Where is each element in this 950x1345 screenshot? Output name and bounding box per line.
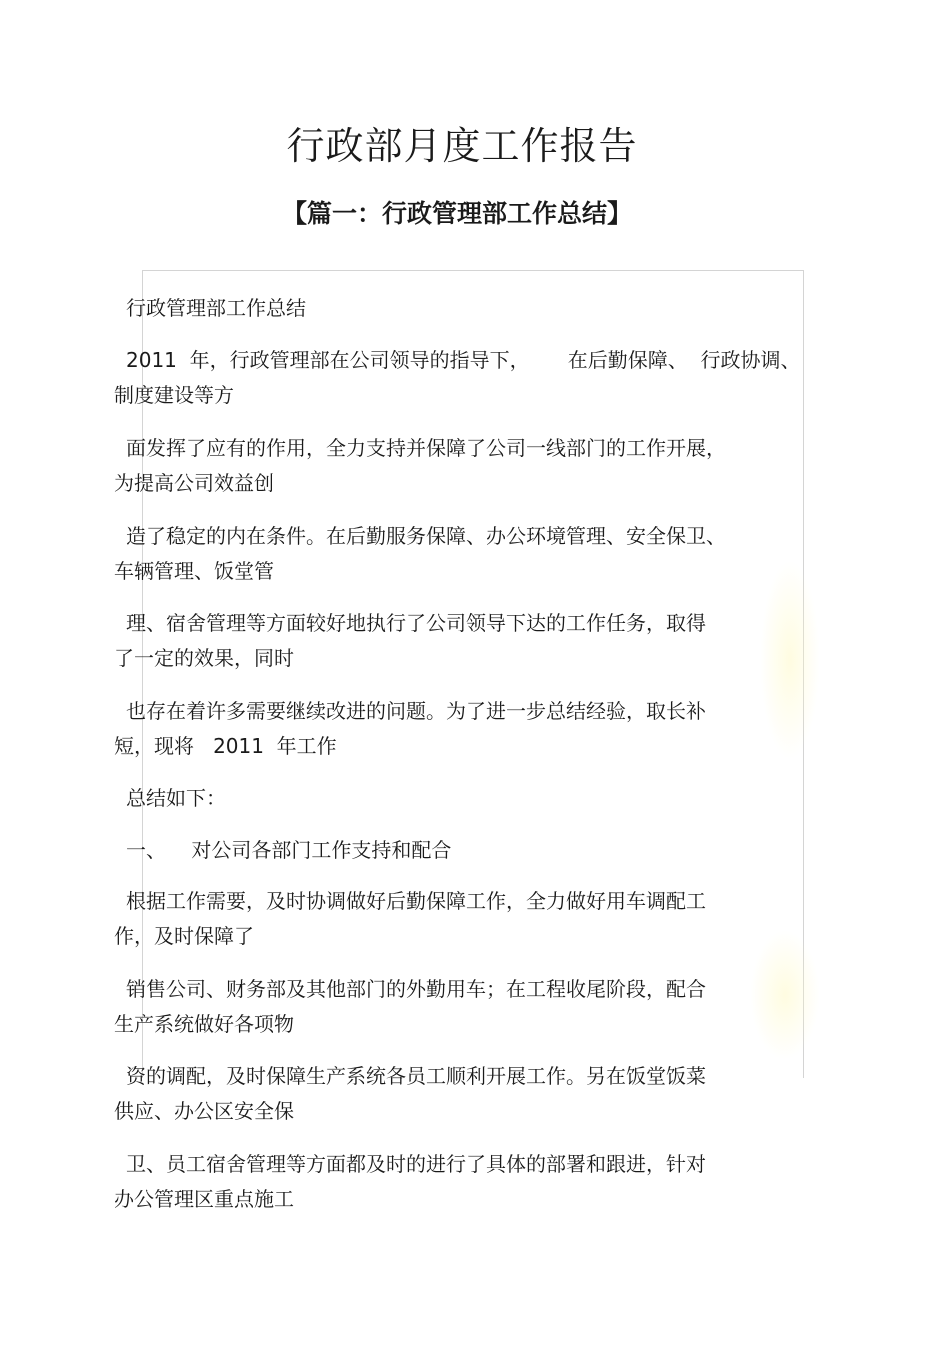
page-smudge bbox=[750, 930, 820, 1060]
paragraph bbox=[114, 1059, 706, 1129]
paragraph bbox=[114, 291, 306, 326]
paragraph-line: 卫、员工宿舍管理等方面都及时的进行了具体的部署和跟进，针对 bbox=[126, 1152, 706, 1176]
paragraph-line: 了一定的效果，同时 bbox=[114, 646, 294, 670]
paragraph-line: 销售公司、财务部及其他部门的外勤用车；在工程收尾阶段，配合 bbox=[126, 977, 706, 1001]
paragraph bbox=[114, 972, 706, 1042]
paragraph-line: 短，现将 2011 年工作 bbox=[114, 734, 337, 758]
paragraph-line: 为提高公司效益创 bbox=[114, 471, 274, 495]
section-heading: 一、 对公司各部门工作支持和配合 bbox=[126, 838, 452, 862]
paragraph-line: 行政管理部工作总结 bbox=[126, 296, 306, 320]
paragraph bbox=[114, 343, 800, 413]
paragraph bbox=[114, 1147, 706, 1217]
paragraph bbox=[114, 694, 706, 764]
paragraph bbox=[114, 606, 706, 676]
paragraph-line: 供应、办公区安全保 bbox=[114, 1099, 294, 1123]
document-subtitle: 【篇一：行政管理部工作总结】 bbox=[281, 199, 632, 228]
paragraph-line: 理、宿舍管理等方面较好地执行了公司领导下达的工作任务，取得 bbox=[126, 611, 706, 635]
paragraph-line: 制度建设等方 bbox=[114, 383, 234, 407]
paragraph bbox=[114, 519, 726, 589]
paragraph-line: 面发挥了应有的作用，全力支持并保障了公司一线部门的工作开展， bbox=[126, 436, 726, 460]
paragraph bbox=[114, 884, 706, 954]
paragraph-line: 也存在着许多需要继续改进的问题。为了进一步总结经验，取长补 bbox=[126, 699, 706, 723]
paragraph-line: 办公管理区重点施工 bbox=[114, 1187, 294, 1211]
paragraph-line: 总结如下： bbox=[126, 786, 226, 810]
paragraph-line: 造了稳定的内在条件。在后勤服务保障、办公环境管理、安全保卫、 bbox=[126, 524, 726, 548]
paragraph-line: 生产系统做好各项物 bbox=[114, 1012, 294, 1036]
page-smudge bbox=[760, 560, 820, 760]
paragraph bbox=[114, 431, 726, 501]
paragraph bbox=[114, 833, 451, 868]
paragraph-line: 根据工作需要，及时协调做好后勤保障工作，全力做好用车调配工 bbox=[126, 889, 706, 913]
paragraph bbox=[114, 781, 226, 816]
paragraph-line: 2011 年，行政管理部在公司领导的指导下， 在后勤保障、 行政协调、 bbox=[126, 348, 801, 372]
document-title: 行政部月度工作报告 bbox=[286, 124, 638, 168]
paragraph-line: 资的调配，及时保障生产系统各员工顺利开展工作。另在饭堂饭菜 bbox=[126, 1064, 706, 1088]
paragraph-line: 作，及时保障了 bbox=[114, 924, 254, 948]
paragraph-line: 车辆管理、饭堂管 bbox=[114, 559, 274, 583]
